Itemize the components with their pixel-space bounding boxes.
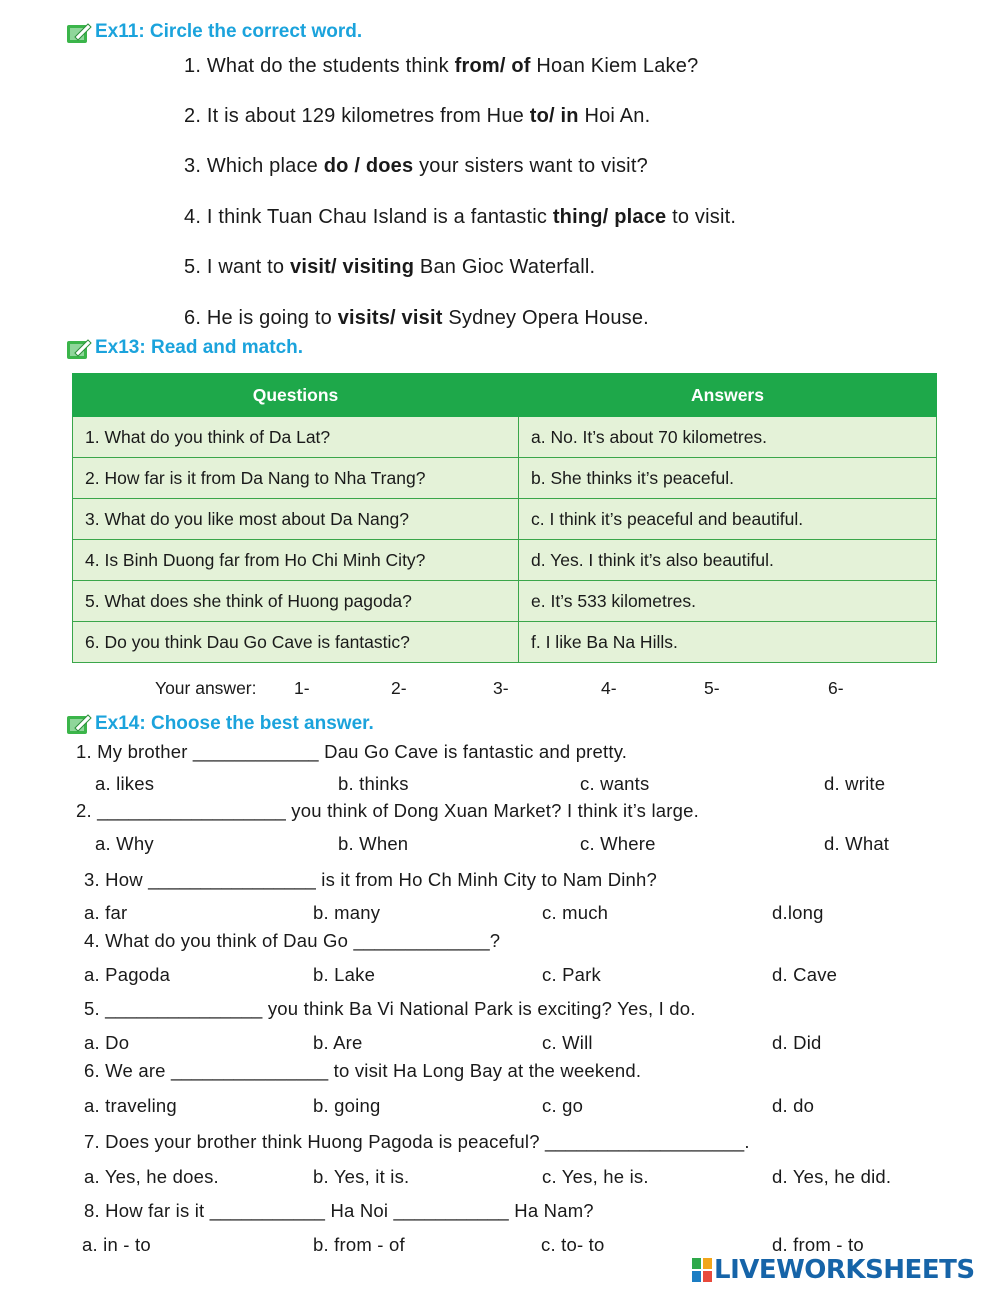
option-a[interactable]: a. traveling [84, 1095, 177, 1116]
pencil-notebook-icon [66, 713, 92, 735]
your-answer-label: Your answer: [155, 678, 257, 698]
ex11-item-text: Ban Gioc Waterfall. [414, 256, 596, 278]
ex11-item [184, 55, 698, 78]
ex11-title: Ex11: Circle the correct word. [95, 21, 363, 42]
answer-slot[interactable]: 3- [493, 678, 509, 698]
ex11-choice[interactable]: visits/ visit [337, 307, 443, 329]
option-c[interactable]: c. much [542, 902, 609, 923]
ex11-item-text: 5. I want to [184, 256, 290, 278]
logo-grid-icon [692, 1258, 712, 1282]
option-b[interactable]: b. many [313, 902, 381, 923]
answer-cell: a. No. It’s about 70 kilometres. [519, 417, 937, 458]
option-b[interactable]: b. from - of [313, 1234, 405, 1255]
question-text: 3. How ________________ is it from Ho Ch Minh City to Nam Dinh? [84, 869, 658, 890]
question-cell: 4. Is Binh Duong far from Ho Chi Minh City? [73, 540, 519, 581]
option-d[interactable]: d. What [824, 833, 890, 854]
pencil-notebook-icon [66, 22, 92, 44]
ex11-item [184, 256, 595, 279]
answers-header: Answers [519, 374, 937, 417]
option-b[interactable]: b. thinks [338, 773, 409, 794]
option-d[interactable]: d. Yes, he did. [772, 1166, 892, 1187]
ex11-item-text: Hoan Kiem Lake? [530, 55, 699, 77]
option-c[interactable]: c. Where [580, 833, 656, 854]
question-text: 2. __________________ you think of Dong Xuan Market? I think it’s large. [76, 800, 699, 821]
option-c[interactable]: c. Yes, he is. [542, 1166, 649, 1187]
option-a[interactable]: a. likes [95, 773, 155, 794]
option-d[interactable]: d.long [772, 902, 824, 923]
option-d[interactable]: d. write [824, 773, 886, 794]
question-text: 7. Does your brother think Huong Pagoda is peaceful? ___________________. [84, 1131, 750, 1152]
ex11-choice[interactable]: do / does [323, 155, 414, 177]
ex11-choice[interactable]: thing/ place [552, 206, 667, 228]
table-row [73, 499, 937, 540]
answer-cell: d. Yes. I think it’s also beautiful. [519, 540, 937, 581]
answer-slot[interactable]: 2- [391, 678, 407, 698]
ex11-choice[interactable]: visit/ visiting [290, 256, 415, 278]
question-text: 5. _______________ you think Ba Vi National Park is exciting? Yes, I do. [84, 998, 696, 1019]
answer-cell: c. I think it’s peaceful and beautiful. [519, 499, 937, 540]
option-a[interactable]: a. Yes, he does. [84, 1166, 219, 1187]
option-c[interactable]: c. Will [542, 1032, 593, 1053]
question-text: 1. My brother ____________ Dau Go Cave is fantastic and pretty. [76, 741, 628, 762]
ex11-item-text: 3. Which place [184, 155, 324, 177]
question-cell: 3. What do you like most about Da Nang? [73, 499, 519, 540]
ex11-item-text: your sisters want to visit? [413, 155, 648, 177]
question-cell: 6. Do you think Dau Go Cave is fantastic? [73, 622, 519, 663]
liveworksheets-logo [692, 1255, 975, 1285]
ex11-item-text: Hoi An. [578, 105, 651, 127]
ex11-item [184, 307, 649, 330]
pencil-notebook-icon [66, 338, 92, 360]
question-text: 8. How far is it ___________ Ha Noi ___________ Ha Nam? [84, 1200, 594, 1221]
ex11-choice[interactable]: to/ in [529, 105, 579, 127]
answer-slot[interactable]: 4- [601, 678, 617, 698]
option-c[interactable]: c. to- to [541, 1234, 605, 1255]
option-a[interactable]: a. far [84, 902, 128, 923]
answer-cell: b. She thinks it’s peaceful. [519, 458, 937, 499]
answer-slot[interactable]: 1- [294, 678, 310, 698]
ex11-item-text: Sydney Opera House. [442, 307, 649, 329]
option-b[interactable]: b. going [313, 1095, 381, 1116]
question-text: 4. What do you think of Dau Go _____________? [84, 930, 501, 951]
option-a[interactable]: a. in - to [82, 1234, 151, 1255]
option-b[interactable]: b. When [338, 833, 409, 854]
option-a[interactable]: a. Do [84, 1032, 130, 1053]
table-row [73, 540, 937, 581]
option-d[interactable]: d. Did [772, 1032, 822, 1053]
option-c[interactable]: c. wants [580, 773, 650, 794]
ex11-choice[interactable]: from/ of [454, 55, 531, 77]
ex11-item-text: to visit. [666, 206, 737, 228]
option-d[interactable]: d. from - to [772, 1234, 864, 1255]
answer-slot[interactable]: 5- [704, 678, 720, 698]
question-cell: 1. What do you think of Da Lat? [73, 417, 519, 458]
table-row [73, 622, 937, 663]
answer-slot[interactable]: 6- [828, 678, 844, 698]
ex11-item [184, 105, 650, 128]
ex11-item-text: 2. It is about 129 kilometres from Hue [184, 105, 530, 127]
option-c[interactable]: c. Park [542, 964, 601, 985]
ex11-item [184, 206, 736, 229]
table-row [73, 417, 937, 458]
option-b[interactable]: b. Yes, it is. [313, 1166, 410, 1187]
match-table [72, 373, 937, 663]
option-a[interactable]: a. Why [95, 833, 154, 854]
option-c[interactable]: c. go [542, 1095, 584, 1116]
option-d[interactable]: d. Cave [772, 964, 838, 985]
table-header-row [73, 374, 937, 417]
questions-header: Questions [73, 374, 519, 417]
option-b[interactable]: b. Lake [313, 964, 376, 985]
ex11-item-text: 4. I think Tuan Chau Island is a fantastic [184, 206, 553, 228]
ex11-item [184, 155, 648, 178]
table-row [73, 458, 937, 499]
option-b[interactable]: b. Are [313, 1032, 363, 1053]
ex13-title: Ex13: Read and match. [95, 337, 304, 358]
question-cell: 2. How far is it from Da Nang to Nha Trang? [73, 458, 519, 499]
question-cell: 5. What does she think of Huong pagoda? [73, 581, 519, 622]
option-d[interactable]: d. do [772, 1095, 815, 1116]
answer-cell: f. I like Ba Na Hills. [519, 622, 937, 663]
ex11-item-text: 6. He is going to [184, 307, 338, 329]
logo-text: LIVEWORKSHEETS [714, 1255, 975, 1285]
answer-cell: e. It’s 533 kilometres. [519, 581, 937, 622]
table-row [73, 581, 937, 622]
option-a[interactable]: a. Pagoda [84, 964, 171, 985]
question-text: 6. We are _______________ to visit Ha Long Bay at the weekend. [84, 1060, 642, 1081]
ex14-title: Ex14: Choose the best answer. [95, 713, 374, 734]
ex11-item-text: 1. What do the students think [184, 55, 455, 77]
